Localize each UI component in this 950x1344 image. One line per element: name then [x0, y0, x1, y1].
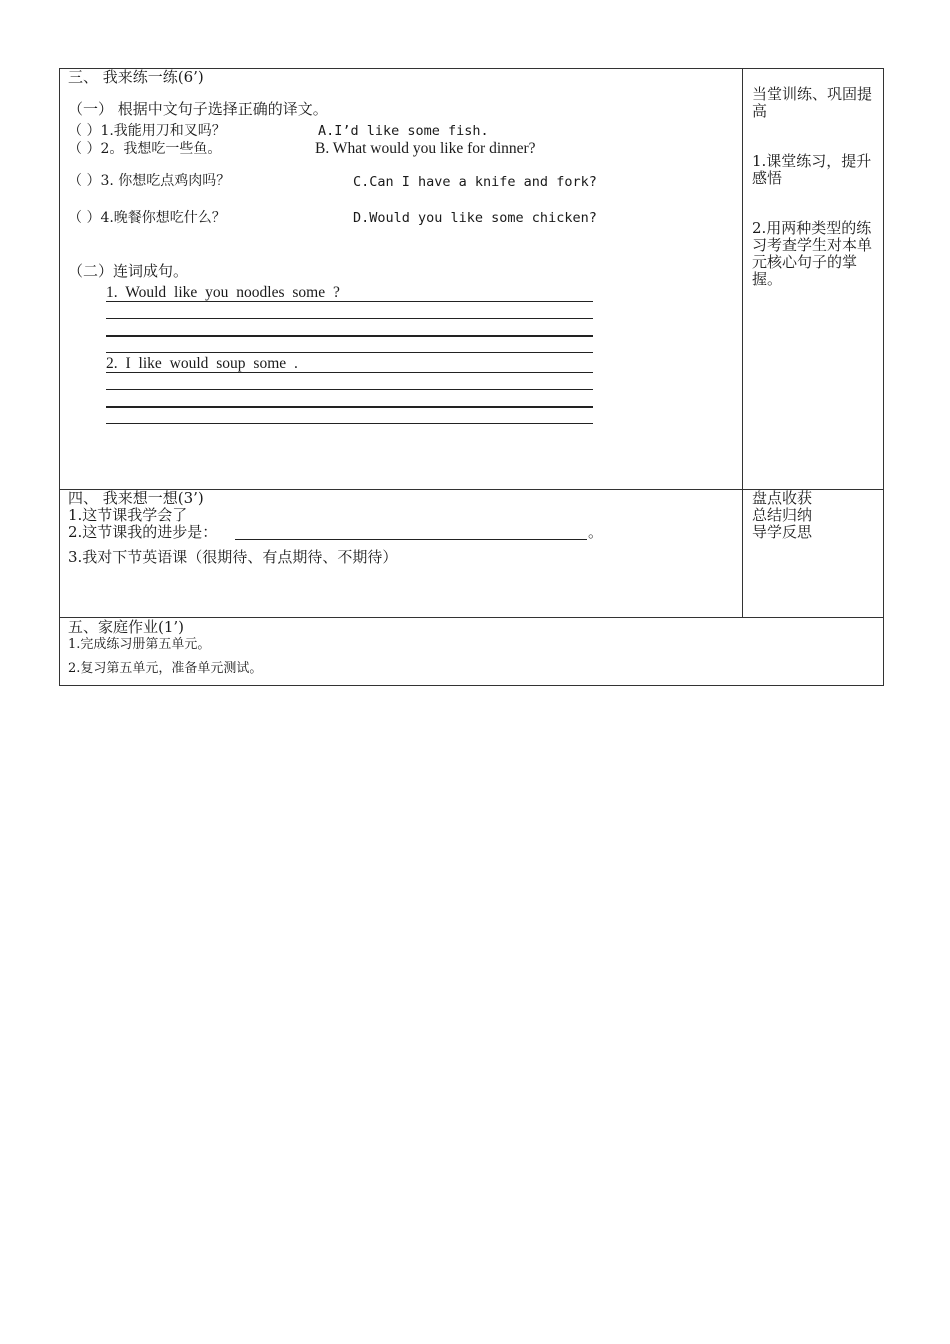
answer-line [106, 335, 593, 337]
answer-line [106, 318, 593, 319]
section4-side-line-2: 总结归纳 [752, 506, 813, 524]
reflection-item-3: 3.我对下节英语课（很期待、有点期待、不期待） [68, 548, 398, 566]
answer-line [106, 423, 593, 424]
answer-line [106, 352, 593, 353]
answer-line [106, 301, 593, 302]
reflection-item-2-end: 。 [588, 523, 604, 541]
part2-title: （二）连词成句。 [68, 262, 189, 280]
section5-title: 五、家庭作业(1’) [68, 618, 185, 636]
question-4: （ ）4.晚餐你想吃什么？ [68, 210, 226, 226]
section4-title: 四、 我来想一想(3’) [68, 489, 204, 507]
option-c: C.Can I have a knife and fork? [353, 174, 597, 190]
scrambled-sentence-2: 2. I like would soup some . [106, 355, 298, 372]
scrambled-sentence-1: 1. Would like you noodles some ? [106, 284, 340, 301]
option-b: B. What would you like for dinner? [315, 140, 536, 157]
option-d: D.Would you like some chicken? [353, 210, 597, 226]
answer-line [106, 389, 593, 390]
question-3: （ ）3. 你想吃点鸡肉吗？ [68, 173, 231, 189]
progress-answer-line [235, 539, 587, 540]
reflection-item-1: 1.这节课我学会了 [68, 506, 188, 524]
answer-line [106, 372, 593, 373]
section3-side-title: 当堂训练、巩固提高 [752, 85, 873, 120]
homework-item-2: 2.复习第五单元，准备单元测试。 [68, 661, 263, 676]
answer-line [106, 406, 593, 408]
section3-title: 三、 我来练一练(6’) [68, 68, 204, 86]
question-2: （ ）2。我想吃一些鱼。 [68, 141, 222, 157]
section4-side-line-3: 导学反思 [752, 523, 813, 541]
option-a: A.I’d like some fish. [318, 123, 489, 139]
question-1: （ ）1.我能用刀和叉吗？ [68, 123, 226, 139]
reflection-item-2: 2.这节课我的进步是： [68, 523, 218, 541]
part1-title: （一） 根据中文句子选择正确的译文。 [68, 100, 328, 118]
section3-side-note-2: 2.用两种类型的练习考查学生对本单元核心句子的掌握。 [752, 219, 873, 288]
section3-side-note-1: 1.课堂练习，提升感悟 [752, 152, 872, 187]
homework-item-1: 1.完成练习册第五单元。 [68, 637, 211, 652]
column-divider [742, 68, 743, 618]
section4-side-line-1: 盘点收获 [752, 489, 813, 507]
